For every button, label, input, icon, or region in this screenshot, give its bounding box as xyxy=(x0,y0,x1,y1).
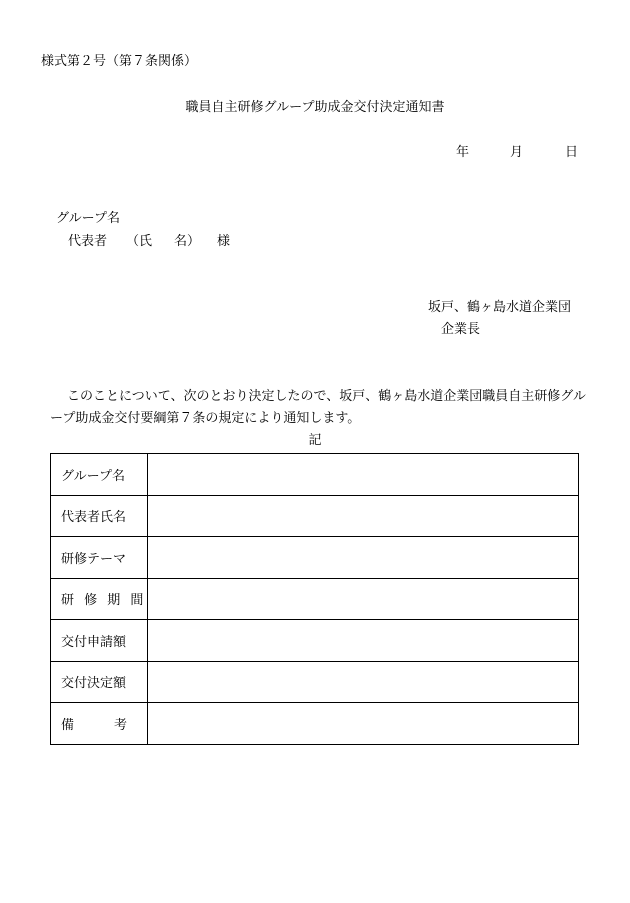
date-month-label: 月 xyxy=(510,145,524,160)
table-row xyxy=(51,454,579,496)
remarks-char-2: 考 xyxy=(113,717,127,733)
row-label-training-theme: 研修テーマ xyxy=(51,537,148,579)
detail-table xyxy=(50,453,579,745)
row-label-remarks xyxy=(51,703,148,745)
body-text: このことについて、次のとおり決定したので、坂戸、鶴ヶ島水道企業団職員自主研修グループ助成金交付要綱第７条の規定により通知します。 xyxy=(50,389,586,426)
document-title: 職員自主研修グループ助成金交付決定通知書 xyxy=(185,100,445,115)
row-value-decision-amount[interactable] xyxy=(148,661,579,703)
row-value-group-name[interactable] xyxy=(148,454,579,496)
recipient-group-name-label: グループ名 xyxy=(56,211,120,226)
honorific-label: 様 xyxy=(217,234,231,249)
table-row xyxy=(51,495,579,537)
row-label-application-amount: 交付申請額 xyxy=(51,620,148,662)
row-label-decision-amount: 交付決定額 xyxy=(51,661,148,703)
row-value-remarks[interactable] xyxy=(148,703,579,745)
row-value-application-amount[interactable] xyxy=(148,620,579,662)
date-year-label: 年 xyxy=(456,145,470,160)
name-close-label: 名） xyxy=(174,234,201,249)
table-row xyxy=(51,703,579,745)
row-value-training-theme[interactable] xyxy=(148,537,579,579)
table-row xyxy=(51,537,579,579)
remarks-label xyxy=(61,714,127,733)
issuer-organization: 坂戸、鶴ヶ島水道企業団 xyxy=(428,300,572,315)
row-label-training-period: 研 修 期 間 xyxy=(51,578,148,620)
ki-label: 記 xyxy=(308,433,322,448)
form-number: 様式第２号（第７条関係） xyxy=(41,54,198,69)
remarks-char-1: 備 xyxy=(61,717,75,733)
table-row xyxy=(51,620,579,662)
name-open-label: （氏 xyxy=(126,234,153,249)
recipient-representative-line xyxy=(68,234,230,250)
table-row xyxy=(51,661,579,703)
row-value-training-period[interactable] xyxy=(148,578,579,620)
representative-label: 代表者 xyxy=(68,234,108,249)
row-value-representative-name[interactable] xyxy=(148,495,579,537)
row-label-representative-name: 代表者氏名 xyxy=(51,495,148,537)
row-label-group-name: グループ名 xyxy=(51,454,148,496)
issuer-title: 企業長 xyxy=(441,322,481,337)
table-row xyxy=(51,578,579,620)
date-day-label: 日 xyxy=(565,145,579,160)
